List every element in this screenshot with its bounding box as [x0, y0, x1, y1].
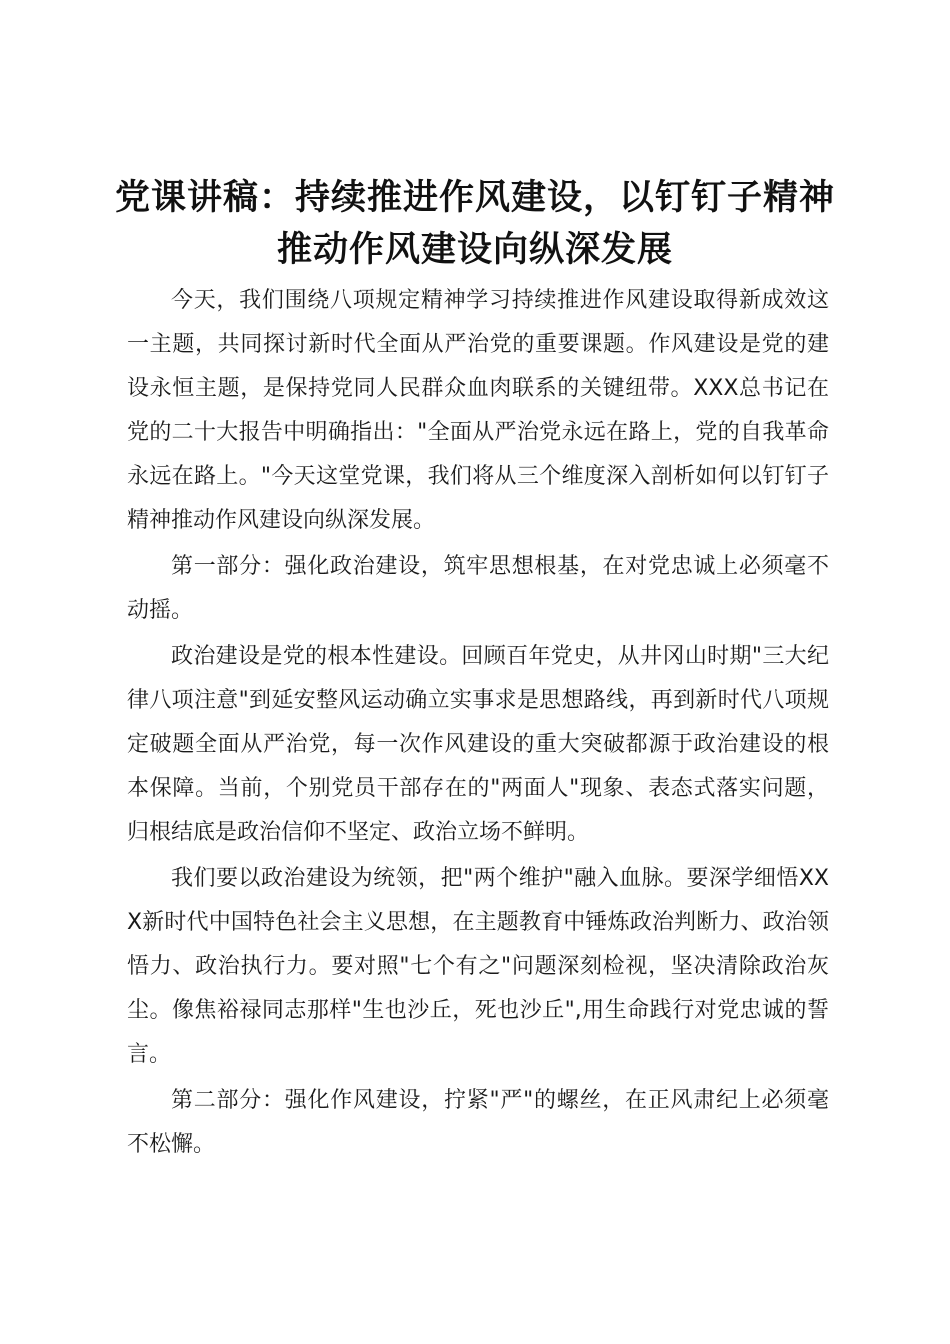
document-body — [127, 279, 829, 1169]
paragraph-two-safeguards: 我们要以政治建设为统领，把"两个维护"融入血脉。要深学细悟XXX新时代中国特色社会主义思想，在主题教育中锤炼政治判断力、政治领悟力、政治执行力。要对照"七个有之"问题深刻检视，坚决清除政治灰尘。像焦裕禄同志那样"生也沙丘，死也沙丘",用生命践行对党忠诚的誓言。 — [127, 866, 829, 1067]
paragraph-political-building: 政治建设是党的根本性建设。回顾百年党史，从井冈山时期"三大纪律八项注意"到延安整风运动确立实事求是思想路线，再到新时代八项规定破题全面从严治党，每一次作风建设的重大突破都源于政治建设的根本保障。当前，个别党员干部存在的"两面人"现象、表态式落实问题，归根结底是政治信仰不坚定、政治立场不鲜明。 — [127, 644, 829, 845]
document-title: 党课讲稿：持续推进作风建设，以钉钉子精神推动作风建设向纵深发展 — [114, 178, 835, 270]
paragraph-part-two-heading: 第二部分：强化作风建设，拧紧"严"的螺丝，在正风肃纪上必须毫不松懈。 — [127, 1088, 829, 1157]
paragraph-intro: 今天，我们围绕八项规定精神学习持续推进作风建设取得新成效这一主题，共同探讨新时代全面从严治党的重要课题。作风建设是党的建设永恒主题，是保持党同人民群众血肉联系的关键纽带。XXX总书记在党的二十大报告中明确指出："全面从严治党永远在路上，党的自我革命永远在路上。"今天这堂党课，我们将从三个维度深入剖析如何以钉钉子精神推动作风建设向纵深发展。 — [127, 288, 829, 533]
paragraph-part-one-heading: 第一部分：强化政治建设，筑牢思想根基，在对党忠诚上必须毫不动摇。 — [127, 554, 829, 623]
